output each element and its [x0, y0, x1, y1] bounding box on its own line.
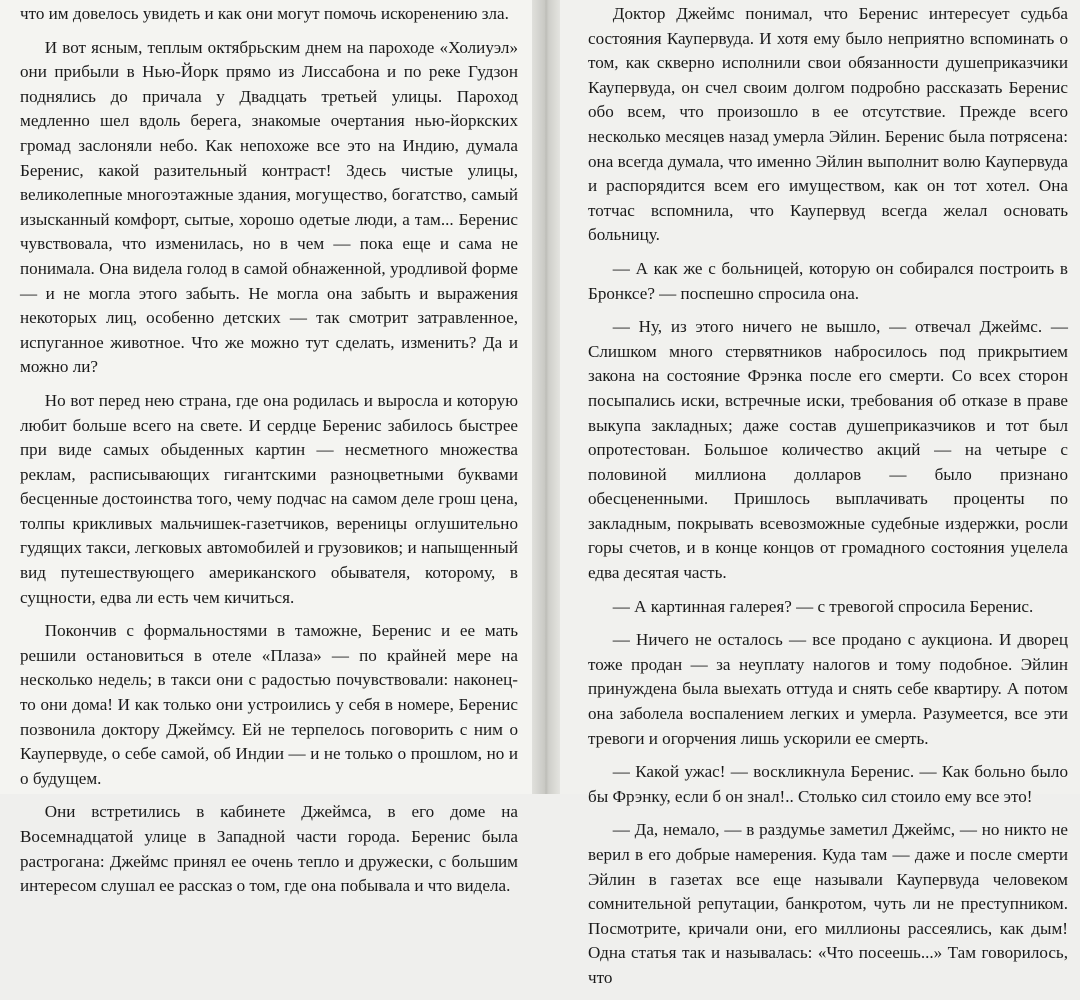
left-page	[0, 0, 532, 896]
book-gutter	[532, 0, 560, 794]
right-page-text	[588, 2, 1068, 1000]
right-page	[560, 0, 1080, 987]
paragraph: — Да, немало, — в раздумье заметил Джеймс, — но никто не верил в его добрые намерения. Куда там — даже и после смерти Эйлин в газетах все еще называли Каупервуда человеком сомнительной репутации, банкротом, чуть ли не преступником. Посмотрите, кричали они, его миллионы рассеялись, как дым! Одна статья так и называлась: «Что посеешь...» Там говорилось, что	[588, 820, 1068, 987]
paragraph: И вот ясным, теплым октябрьским днем на пароходе «Холиуэл» они прибыли в Нью-Йорк прямо из Лиссабона и по реке Гудзон поднялись до причала у Двадцать третьей улицы. Пароход медленно шел вдоль берега, знакомые очертания нью-йоркских громад заслоняли небо. Как непохоже все это на Индию, думала Беренис, какой разительный контраст! Здесь чистые улицы, великолепные многоэтажные здания, могущество, богатство, самый изысканный комфорт, сытые, хорошо одетые люди, а там... Беренис чувствовала, что изменилась, но в чем — пока еще и сама не понимала. Она видела голод в самой обнаженной, уродливой форме — и не могла этого забыть. Не могла она забыть и выражения некоторых лиц, особенно детских — так смотрит затравленное, испуганное животное. Что же можно тут сделать, изменить? Да и можно ли?	[20, 37, 518, 377]
paragraph: — Ничего не осталось — все продано с аукциона. И дворец тоже продан — за неуплату налогов и тому подобное. Эйлин принуждена была выехать оттуда и снять себе квартиру. А потом она заболела воспалением легких и умерла. Разумеется, все эти тревоги и огорчения лишь ускорили ее смерть.	[588, 630, 1068, 748]
left-page-text	[20, 2, 518, 908]
paragraph: — Какой ужас! — воскликнула Беренис. — Как больно было бы Фрэнку, если б он знал!.. Столько сил стоило ему все это!	[588, 762, 1068, 806]
paragraph: — А картинная галерея? — с тревогой спросила Беренис.	[612, 596, 1034, 616]
paragraph: Доктор Джеймс понимал, что Беренис интересует судьба состояния Каупервуда. И хотя ему было неприятно вспоминать о том, как скверно исполнили свои обязанности душеприказчики Каупервуда, он счел своим долгом подробно рассказать Беренис обо всем, что произошло в ее отсутствие. Прежде всего несколько месяцев назад умерла Эйлин. Беренис была потрясена: она всегда думала, что именно Эйлин выполнит волю Каупервуда и распорядится всем его имуществом, как он тот хотел. Она тотчас вспомнила, что Каупервуд всегда желал основать больницу.	[588, 4, 1068, 245]
paragraph: — А как же с больницей, которую он собирался построить в Бронксе? — поспешно спросила она.	[588, 258, 1068, 303]
paragraph: — Ну, из этого ничего не вышло, — отвечал Джеймс. — Слишком много стервятников набросилось под прикрытием закона на состояние Фрэнка после его смерти. Со всех сторон посыпались иски, встречные иски, требования об отказе в праве выкупа закладных; даже состав душеприказчиков и тот был опротестован. Большое количество акций — на четыре с половиной миллиона долларов — было признано обесцененными. Пришлось выплачивать проценты по закладным, покрывать всевозможные судебные издержки, росли горы счетов, и в конце концов от громадного состояния уцелела едва десятая часть.	[588, 317, 1068, 583]
paragraph: Покончив с формальностями в таможне, Беренис и ее мать решили остановиться в отеле «Плаза» — по крайней мере на несколько недель; в такси они с радостью почувствовали: наконец-то они дома! И как только они устроились у себя в номере, Беренис позвонила доктору Джеймсу. Ей не терпелось поговорить с ним о Каупервуде, о себе самой, об Индии — и не только о прошлом, но и о будущем.	[20, 621, 518, 788]
paragraph: что им довелось увидеть и как они могут помочь искоренению зла.	[20, 4, 509, 23]
paragraph: Они встретились в кабинете Джеймса, в его доме на Восемнадцатой улице в Западной части города. Беренис была растрогана: Джеймс принял ее очень тепло и дружески, с большим интересом слушал ее рассказ о том, где она побывала и что видела.	[20, 802, 518, 896]
paragraph: Но вот перед нею страна, где она родилась и выросла и которую любит больше всего на свете. И сердце Беренис забилось быстрее при виде самых обыденных картин — несметного множества реклам, расписывающих гигантскими разноцветными буквами бесценные достоинства того, чему подчас на самом деле грош цена, толпы крикливых мальчишек-газетчиков, вереницы оглушительно гудящих такси, легковых автомобилей и грузовиков; и напыщенный вид путешествующего американского обывателя, которому, в сущности, едва ли есть чем кичиться.	[20, 390, 518, 607]
